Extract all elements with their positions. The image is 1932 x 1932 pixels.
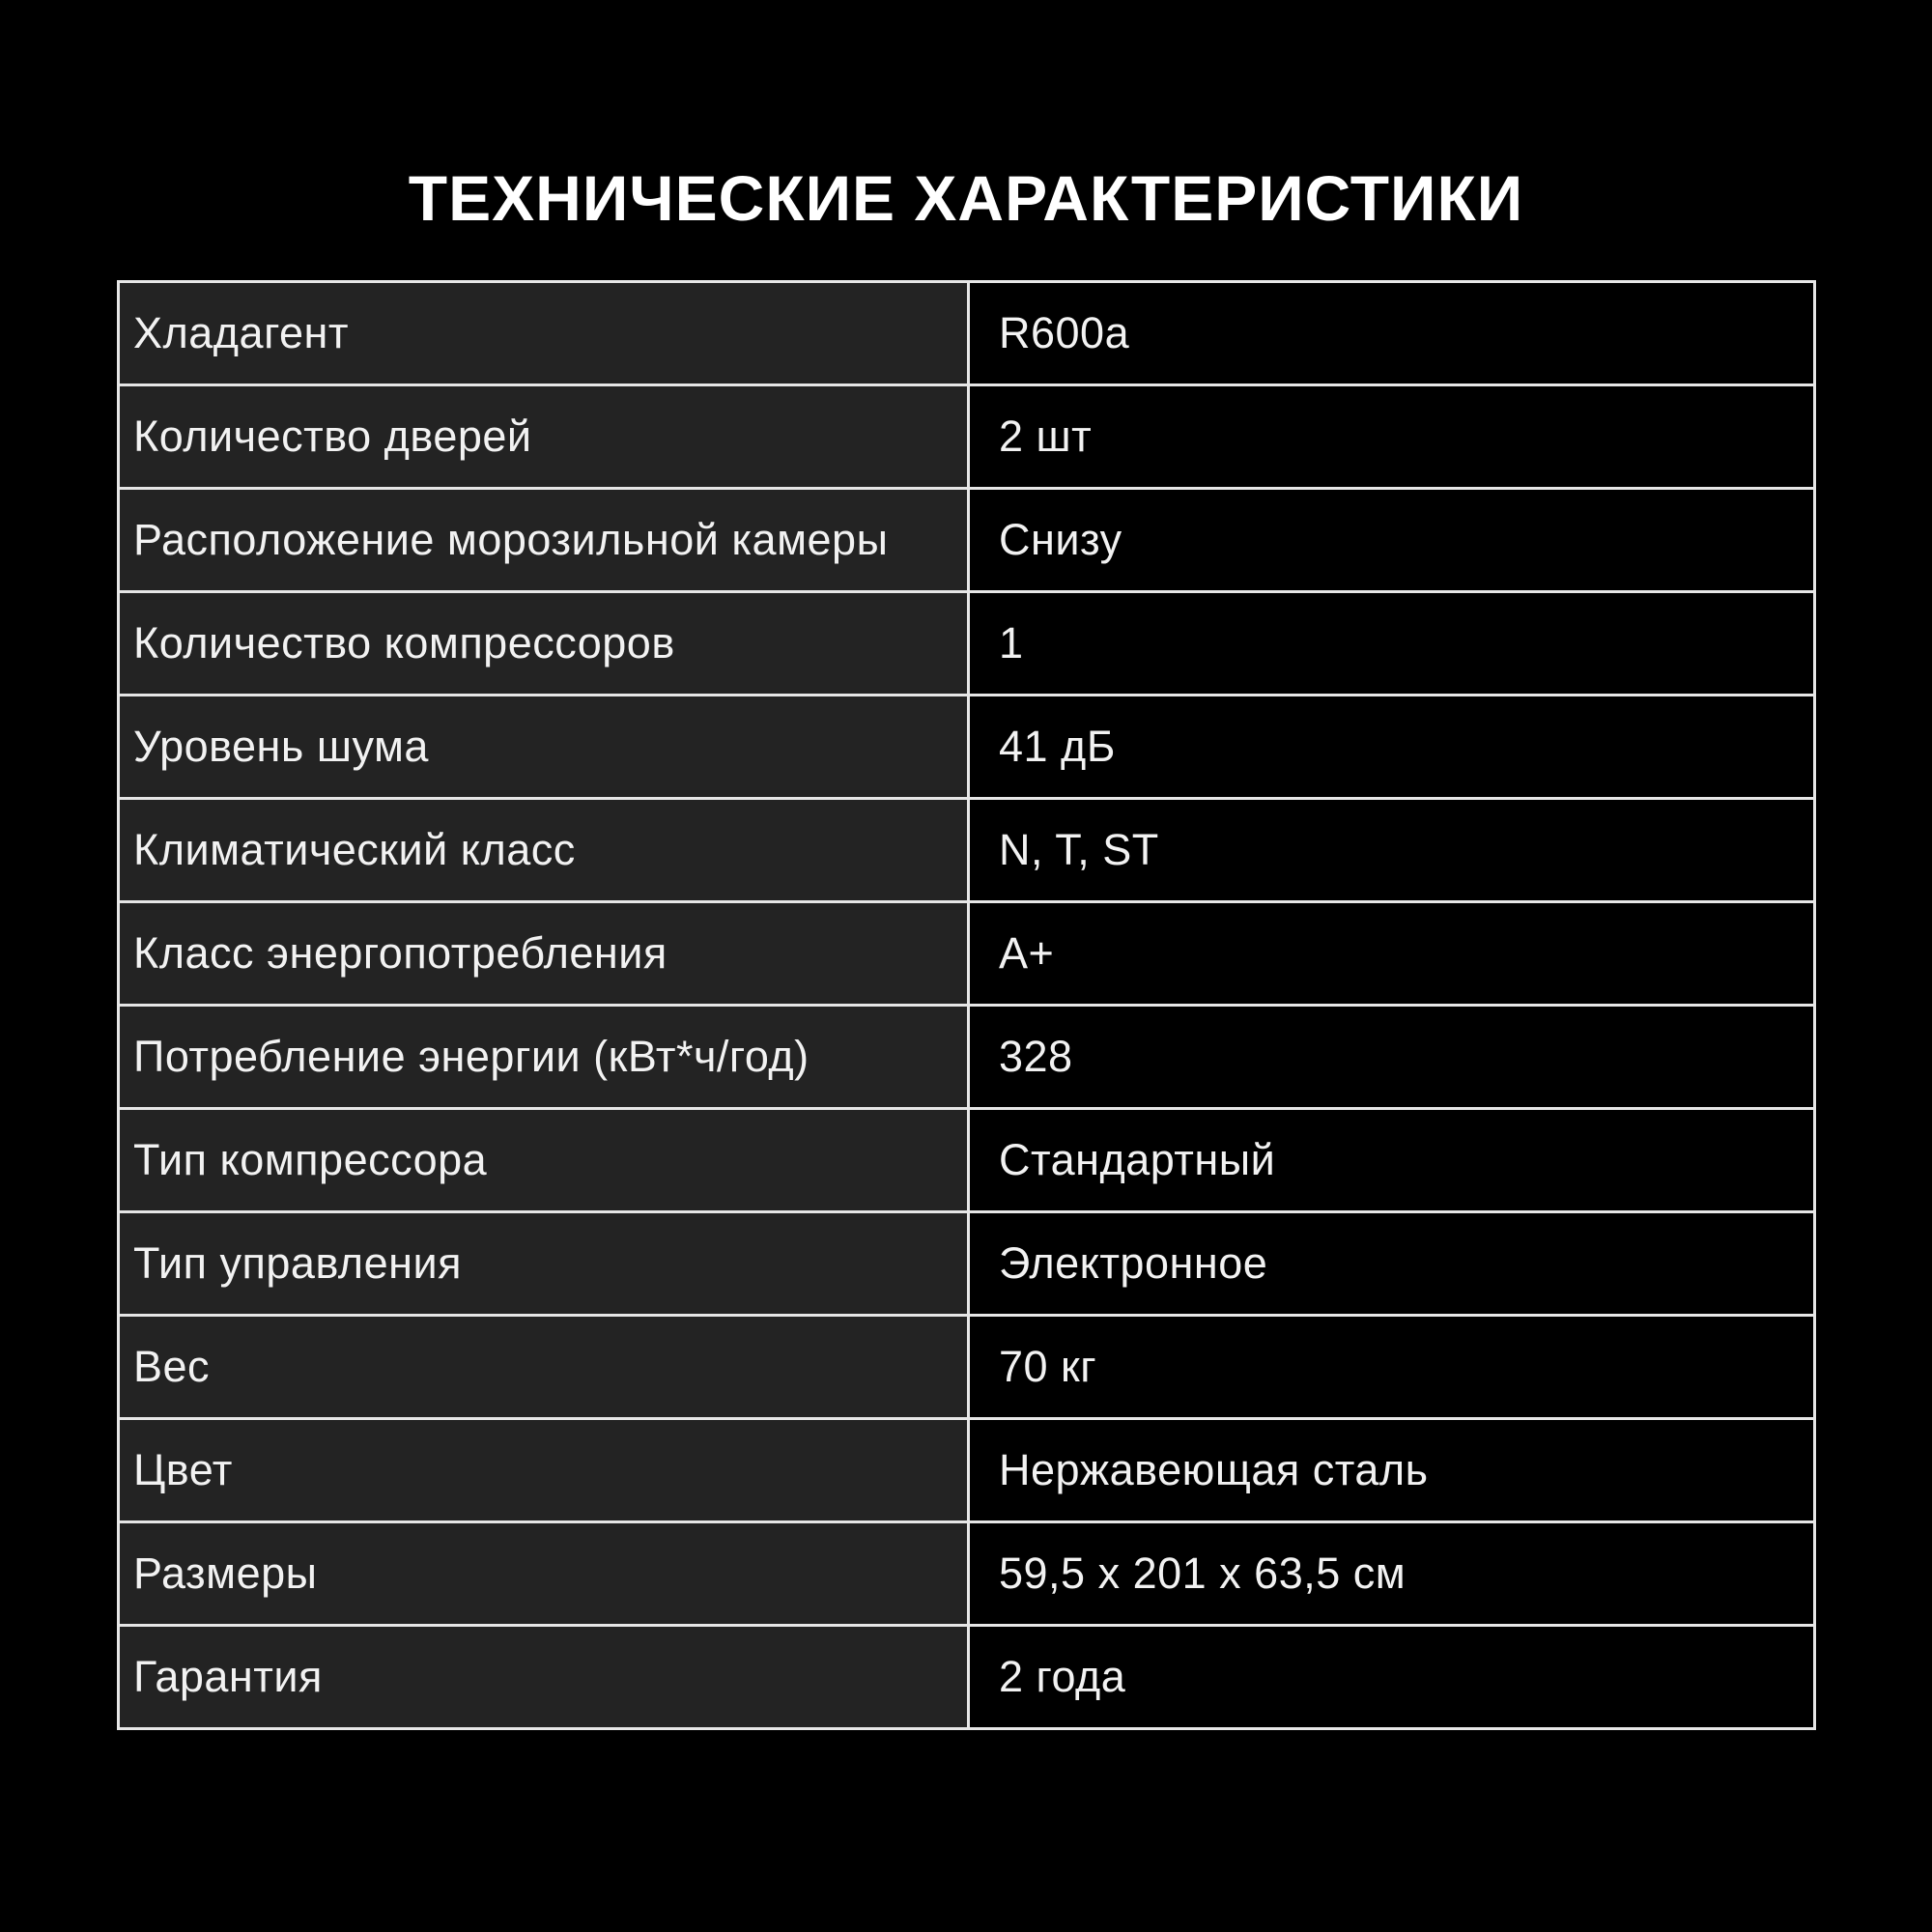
table-row (119, 592, 1815, 696)
table-row (119, 1212, 1815, 1316)
table-row (119, 1419, 1815, 1522)
spec-value: Электронное (969, 1212, 1815, 1316)
table-row (119, 1316, 1815, 1419)
spec-value: N, T, ST (969, 799, 1815, 902)
spec-value: R600a (969, 282, 1815, 385)
spec-label: Гарантия (119, 1626, 969, 1729)
spec-label: Климатический класс (119, 799, 969, 902)
spec-label: Расположение морозильной камеры (119, 489, 969, 592)
table-row (119, 696, 1815, 799)
specs-table (117, 280, 1816, 1730)
spec-value: 328 (969, 1006, 1815, 1109)
spec-value: 2 шт (969, 385, 1815, 489)
spec-label: Цвет (119, 1419, 969, 1522)
spec-value: 70 кг (969, 1316, 1815, 1419)
spec-value: 2 года (969, 1626, 1815, 1729)
spec-label: Тип управления (119, 1212, 969, 1316)
spec-label: Уровень шума (119, 696, 969, 799)
spec-value: A+ (969, 902, 1815, 1006)
table-row (119, 1006, 1815, 1109)
table-row (119, 1522, 1815, 1626)
spec-label: Вес (119, 1316, 969, 1419)
page-title: ТЕХНИЧЕСКИЕ ХАРАКТЕРИСТИКИ (408, 162, 1524, 234)
table-row (119, 385, 1815, 489)
spec-value: 41 дБ (969, 696, 1815, 799)
spec-value: Нержавеющая сталь (969, 1419, 1815, 1522)
spec-value: Снизу (969, 489, 1815, 592)
spec-label: Размеры (119, 1522, 969, 1626)
spec-label: Количество компрессоров (119, 592, 969, 696)
table-row (119, 1109, 1815, 1212)
table-row (119, 1626, 1815, 1729)
table-row (119, 282, 1815, 385)
specs-table-body (119, 282, 1815, 1729)
spec-label: Класс энергопотребления (119, 902, 969, 1006)
spec-value: Стандартный (969, 1109, 1815, 1212)
spec-label: Потребление энергии (кВт*ч/год) (119, 1006, 969, 1109)
spec-label: Количество дверей (119, 385, 969, 489)
spec-value: 1 (969, 592, 1815, 696)
table-row (119, 489, 1815, 592)
table-row (119, 799, 1815, 902)
spec-label: Хладагент (119, 282, 969, 385)
table-row (119, 902, 1815, 1006)
spec-label: Тип компрессора (119, 1109, 969, 1212)
spec-value: 59,5 x 201 x 63,5 см (969, 1522, 1815, 1626)
